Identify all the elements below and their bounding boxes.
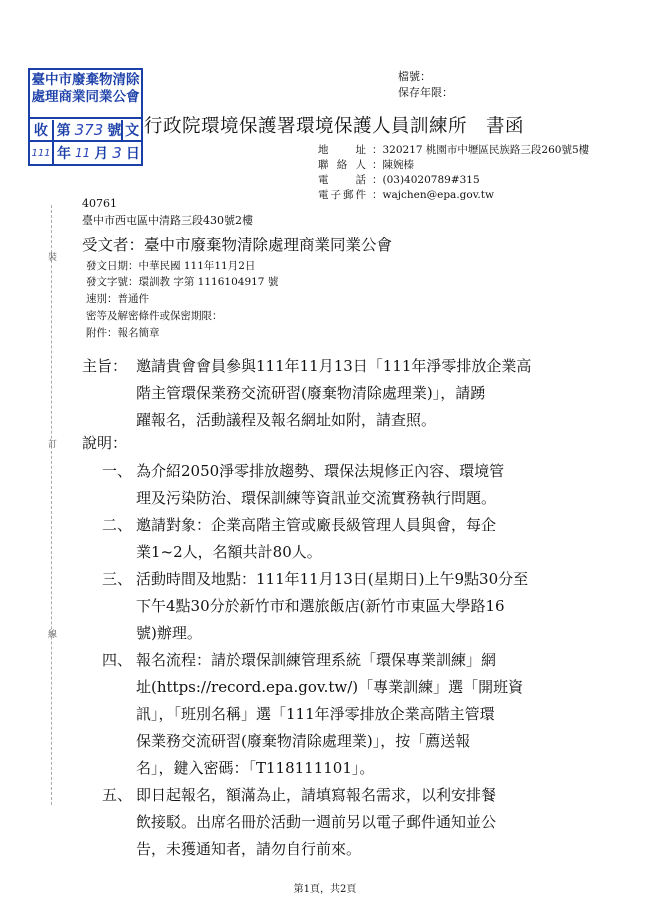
recipient-postal-code: 40761 <box>82 197 117 210</box>
stamp-number: 373 <box>74 121 104 139</box>
document-title: 行政院環境保護署環境保護人員訓練所 書函 <box>144 116 525 137</box>
margin-mark-ding: 訂 <box>48 440 58 450</box>
item-3-text: 活動時間及地點：111年11月13日(星期日)上午9點30分至 下午4點30分於新竹市和選旅飯店(新竹市東區大學路16 號)辦理。 <box>136 570 529 642</box>
item-4-text: 報名流程：請於環保訓練管理系統「環保專業訓練」網 址(https://record.epa.gov.tw/)「專業訓練」選「開班資 訊」，「班別名稱」選「111年淨零排放企業高階主管環 保業務交流研習(廢棄物清除處理業)」，按「薦送報 名」，鍵入密碼：「T118111101」。 <box>136 651 524 777</box>
reference-number: 發文字號：環訓教 字第 1116104917 號 <box>86 276 279 288</box>
retention-label: 保存年限： <box>398 86 453 99</box>
stamp-receive-label: 收 <box>30 120 54 140</box>
stamp-year: 111 <box>31 147 51 159</box>
attachments: 附件：報名簡章 <box>86 327 160 339</box>
binding-line <box>51 205 52 805</box>
explain-label: 說明： <box>82 434 128 452</box>
contact-phone: 電話 ：(03)4020789#315 <box>318 174 480 186</box>
subject-text: 邀請貴會會員參與111年11月13日「111年淨零排放企業高 階主管環保業務交流研習(廢棄物清除處理業)」，請踴 躍報名，活動議程及報名網址如附，請查照。 <box>136 357 532 429</box>
item-1-text: 為介紹2050淨零排放趨勢、環保法規修正內容、環境管 理及污染防治、環保訓練等資訊並交流實務執行問題。 <box>136 462 505 507</box>
page-number: 第1頁，共2頁 <box>293 884 357 895</box>
delivery-speed: 速別：普通件 <box>86 293 149 305</box>
item-5-number: 五、 <box>102 786 133 804</box>
subject-label: 主旨： <box>82 357 128 375</box>
item-3-number: 三、 <box>102 570 133 588</box>
item-5-text: 即日起報名，額滿為止，請填寫報名需求，以利安排餐 飲接駁。出席名冊於活動一週前另以電子郵件通知並公 告，未獲通知者，請勿自行前來。 <box>136 786 497 858</box>
stamp-org-line1: 臺中市廢棄物清除 <box>31 72 140 88</box>
receipt-stamp: 臺中市廢棄物清除 處理商業同業公會 收 第 373 號 文 111 年 11 月 3 日 <box>28 68 143 166</box>
margin-mark-zhuang: 裝 <box>48 253 58 263</box>
item-2-text: 邀請對象：企業高階主管或廠長級管理人員與會，每企 業1~2人，名額共計80人。 <box>136 516 497 561</box>
security-level: 密等及解密條件或保密期限： <box>86 310 223 322</box>
issue-date: 發文日期：中華民國 111年11月2日 <box>86 260 256 272</box>
recipient-address: 臺中市西屯區中清路三段430號2樓 <box>82 214 253 227</box>
margin-mark-xian: 線 <box>48 630 58 640</box>
stamp-month: 11 <box>75 146 91 160</box>
contact-person: 聯絡人 ：陳婉榛 <box>318 159 414 171</box>
item-4-number: 四、 <box>102 651 133 669</box>
archive-number-label: 檔號： <box>398 70 431 83</box>
contact-email: 電子郵件 ：wajchen@epa.gov.tw <box>318 189 494 201</box>
item-1-number: 一、 <box>102 462 133 480</box>
stamp-day: 3 <box>112 144 122 162</box>
item-2-number: 二、 <box>102 516 133 534</box>
contact-address: 地址 ：320217 桃園市中壢區民族路三段260號5樓 <box>318 144 590 156</box>
recipient: 受文者：臺中市廢棄物清除處理商業同業公會 <box>82 236 393 254</box>
stamp-org-line2: 處理商業同業公會 <box>31 89 140 105</box>
